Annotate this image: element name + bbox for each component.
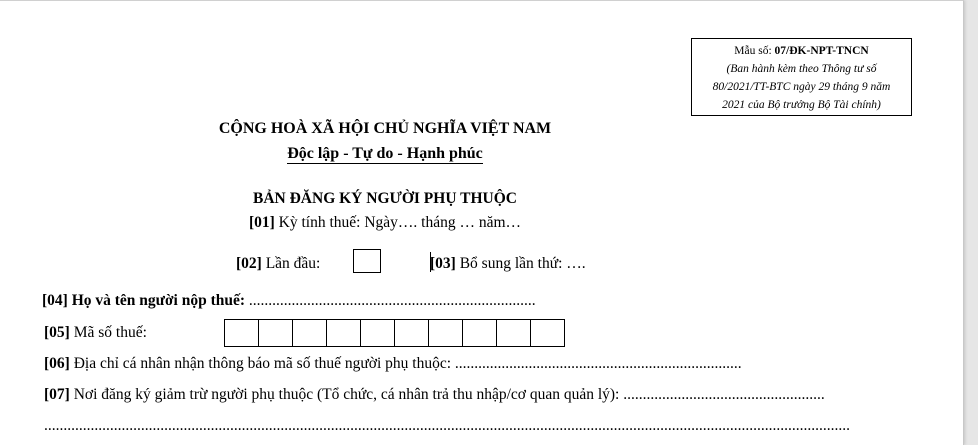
tax-id-digit-box[interactable]: [394, 319, 429, 347]
field-06-notify-address: [44, 355, 742, 373]
tax-id-digit-box[interactable]: [530, 319, 565, 347]
tax-id-digit-box[interactable]: [360, 319, 395, 347]
tax-id-digit-box[interactable]: [496, 319, 531, 347]
tax-id-boxes: [224, 319, 565, 347]
republic-heading: CỘNG HOÀ XÃ HỘI CHỦ NGHĨA VIỆT NAM: [218, 120, 552, 137]
tax-id-digit-box[interactable]: [326, 319, 361, 347]
first-time-checkbox[interactable]: [353, 249, 381, 273]
field-03-supplement: [430, 255, 586, 273]
tax-id-digit-box[interactable]: [462, 319, 497, 347]
tax-id-digit-box[interactable]: [224, 319, 259, 347]
motto-heading: [0, 145, 770, 163]
form-issued-line-1: (Ban hành kèm theo Thông tư số: [726, 63, 877, 75]
field-03-code: [03]: [430, 255, 456, 272]
field-04-dots: ..........................................................................: [245, 292, 536, 309]
tax-id-digit-box[interactable]: [258, 319, 293, 347]
tax-id-digit-box[interactable]: [428, 319, 463, 347]
field-07-text: Nơi đăng ký giảm trừ người phụ thuộc (Tổ chức, cá nhân trả thu nhập/cơ quan quản lý): ....................................................: [69, 386, 825, 403]
field-04-taxpayer-name: [42, 292, 536, 310]
form-issued-line-2: 80/2021/TT-BTC ngày 29 tháng 9 năm: [712, 81, 891, 93]
field-01-code: [01]: [248, 214, 275, 231]
field-02-first-time: [236, 255, 320, 273]
form-code-box: [691, 38, 912, 116]
field-05-text: Mã số thuế:: [69, 324, 147, 341]
field-05-code: [05]: [44, 324, 70, 341]
field-02-text: Lần đầu:: [261, 255, 321, 272]
field-01-tax-period: [0, 214, 770, 232]
document-title: BẢN ĐĂNG KÝ NGƯỜI PHỤ THUỘC: [253, 190, 517, 207]
field-04-label: [04] Họ và tên người nộp thuế:: [42, 292, 246, 309]
field-06-text: Địa chỉ cá nhân nhận thông báo mã số thuế người phụ thuộc: ..........................................................................: [69, 355, 742, 372]
continuation-dots: ................................................................................................................................................................................................................: [44, 417, 850, 434]
tax-id-digit-box[interactable]: [292, 319, 327, 347]
form-issued-line-3: 2021 của Bộ trưởng Bộ Tài chính): [722, 99, 881, 111]
form-code-label: Mẫu số:: [734, 45, 775, 57]
field-03-text: Bổ sung lần thứ: ….: [455, 255, 586, 272]
field-01-text: Kỳ tính thuế: Ngày…. tháng … năm…: [274, 214, 522, 231]
field-05-tax-id: [44, 324, 147, 342]
form-code-value: 07/ĐK-NPT-TNCN: [774, 45, 869, 57]
field-07-code: [07]: [44, 386, 70, 403]
field-02-code: [02]: [236, 255, 262, 272]
field-06-code: [06]: [44, 355, 70, 372]
motto-text: Độc lập - Tự do - Hạnh phúc: [287, 145, 483, 162]
field-07-deduction-place: [44, 386, 825, 404]
